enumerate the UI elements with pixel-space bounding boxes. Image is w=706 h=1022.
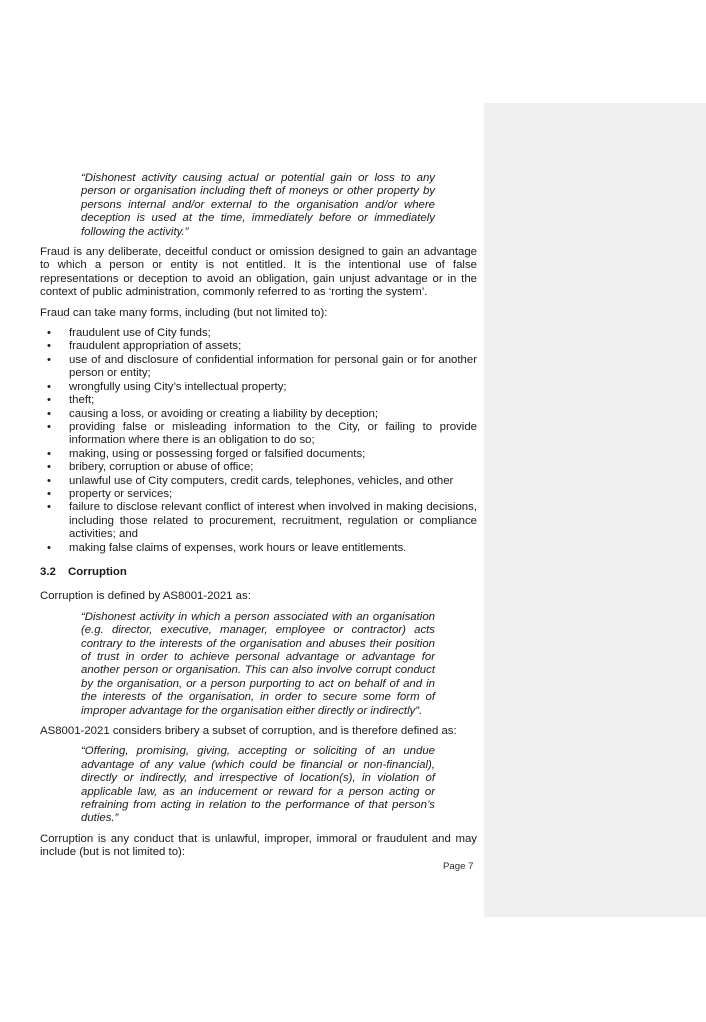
document-content [40,172,477,867]
list-item: • unlawful use of City computers, credit cards, telephones, vehicles, and other [40,475,477,488]
list-item: • failure to disclose relevant conflict of interest when involved in making decisions, including those related to procurement, recruitment, regulation or compliance activities; and [40,501,477,541]
fraud-forms-list [40,327,477,555]
list-item: • making false claims of expenses, work hours or leave entitlements. [40,542,477,555]
paragraph-corruption-def-intro: Corruption is defined by AS8001-2021 as: [40,590,251,603]
list-item: • providing false or misleading information to the City, or failing to provide information where there is an obligation to do so; [40,421,477,448]
list-item: • bribery, corruption or abuse of office; [40,461,477,474]
list-item: • making, using or possessing forged or falsified documents; [40,448,477,461]
paragraph-fraud-description: Fraud is any deliberate, deceitful conduct or omission designed to gain an advantage to which a person or entity is not entitled. It is the intentional use of false representations or deception to avoid an obligation, gain unjust advantage or in the context of public administration, commonly referred to as ‘rorting the system’. [40,246,477,299]
quote-corruption-definition: “Dishonest activity in which a person associated with an organisation (e.g. director, executive, manager, employee or contractor) acts contrary to the interests of the organisation and abuses their position of trust in order to achieve personal advantage or advantage for another person or organisation. This can also involve corrupt conduct by the organisation, or a person purporting to act on behalf of and in the interests of the organisation, in order to secure some form of improper advantage for the organisation either directly or indirectly”. [81,610,435,717]
section-number: 3.2 [40,565,56,578]
quote-bribery-definition: “Offering, promising, giving, accepting or soliciting of an undue advantage of any value (which could be financial or non-financial), directly or indirectly, and irrespective of location(s), in violation of applicable law, as an inducement or reward for a person acting or refraining from acting in relation to the performance of that person’s duties.” [81,745,435,825]
section-heading-corruption [40,566,477,579]
list-item: • causing a loss, or avoiding or creating a liability by deception; [40,408,477,421]
paragraph-fraud-forms-intro: Fraud can take many forms, including (but not limited to): [40,306,328,319]
list-item: • theft; [40,394,477,407]
page-footer: Page 7 [443,861,474,872]
paragraph-bribery-intro: AS8001-2021 considers bribery a subset of corruption, and is therefore defined as: [40,725,457,738]
list-item: • fraudulent use of City funds; [40,327,477,340]
paragraph-corruption-conduct: Corruption is any conduct that is unlawful, improper, immoral or fraudulent and may include (but is not limited to): [40,832,477,859]
list-item: • property or services; [40,488,477,501]
list-item: • use of and disclosure of confidential information for personal gain or for another person or entity; [40,354,477,381]
comments-markup-pane [484,103,706,917]
list-item: • wrongfully using City’s intellectual property; [40,381,477,394]
list-item: • fraudulent appropriation of assets; [40,340,477,353]
section-title: Corruption [68,565,127,578]
quote-fraud-definition: “Dishonest activity causing actual or potential gain or loss to any person or organisation including theft of moneys or other property by persons internal and/or external to the organisation and/or where deception is used at the time, immediately before or immediately following the activity.” [81,172,435,238]
